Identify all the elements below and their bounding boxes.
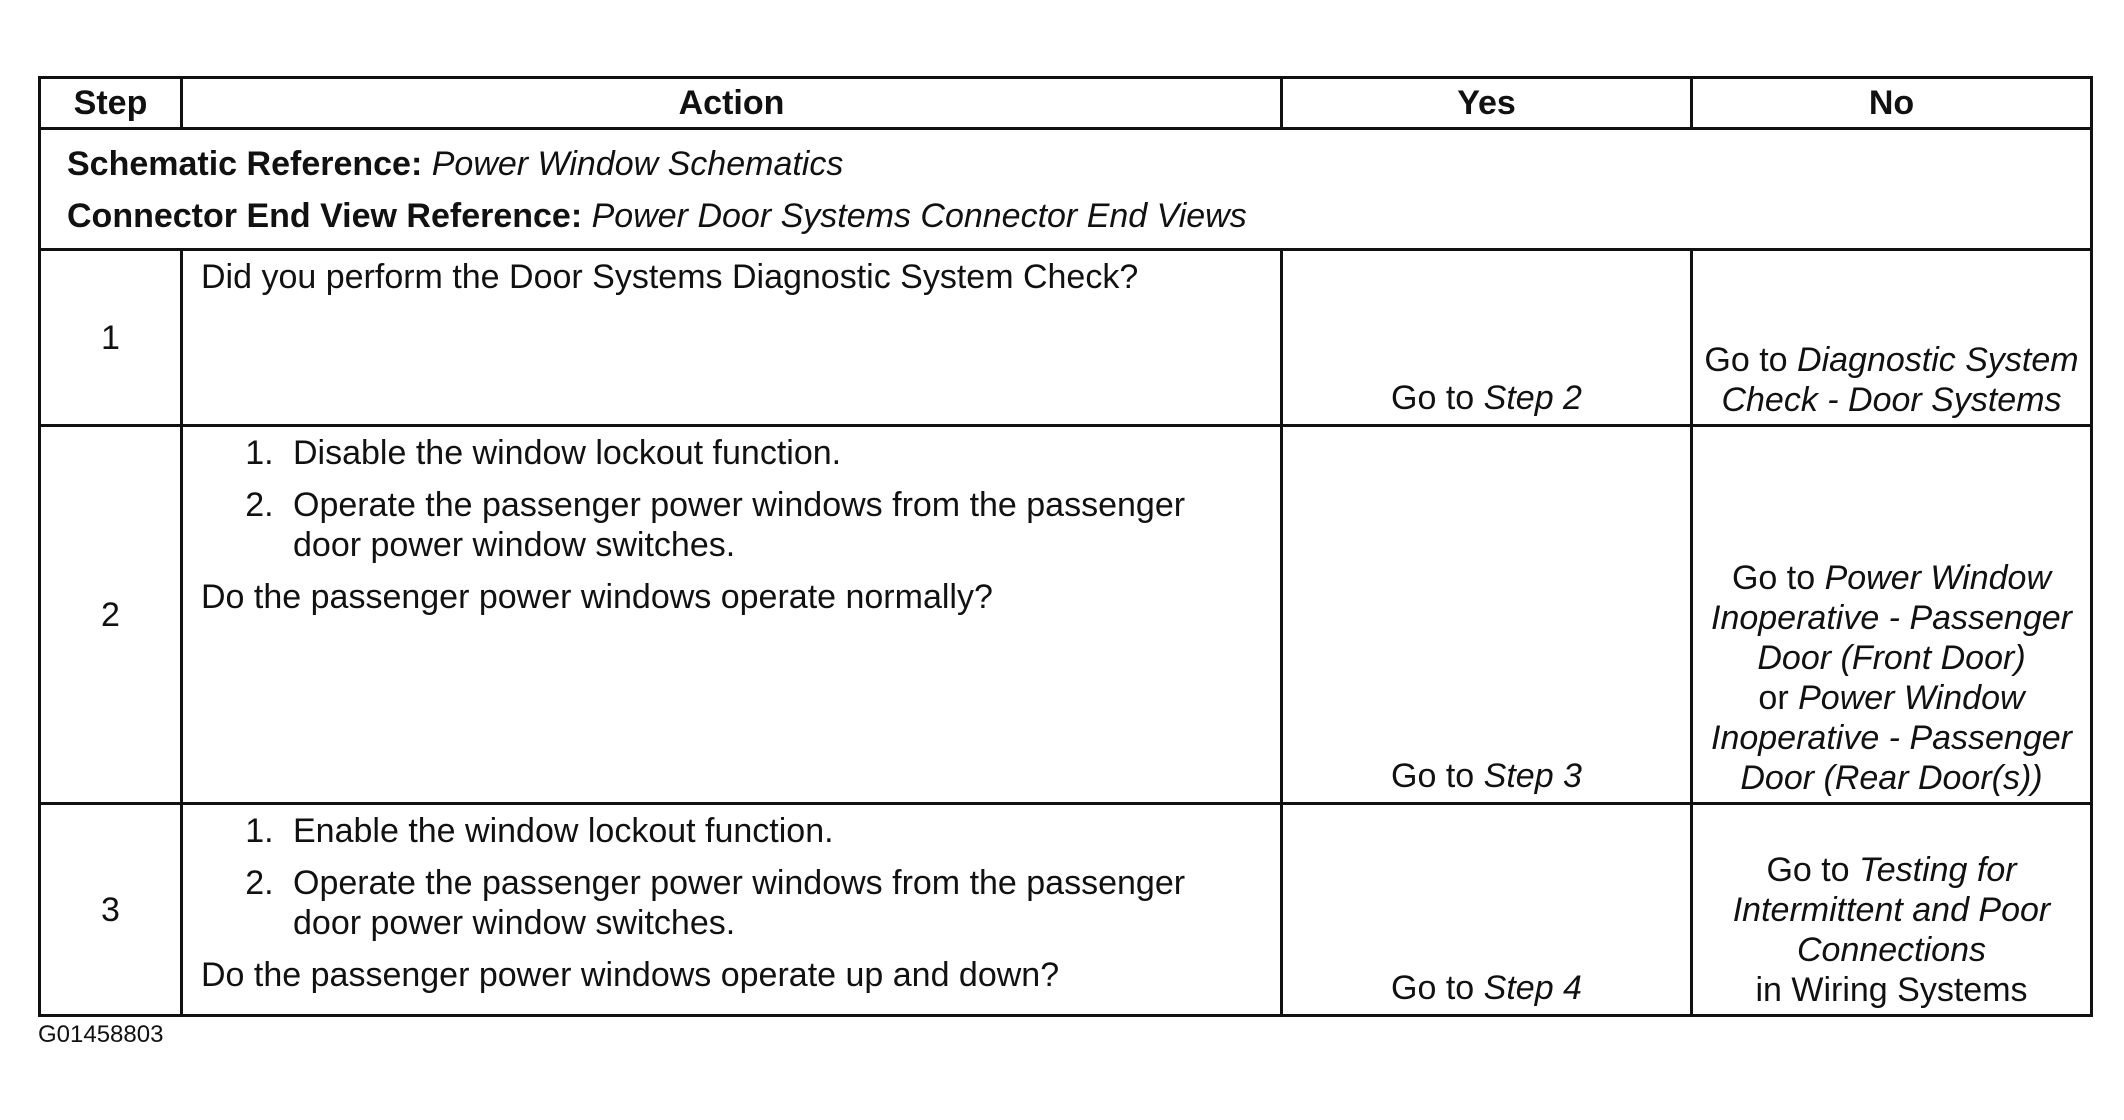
schematic-reference-link[interactable]: Power Window Schematics [431, 145, 844, 183]
no-prefix: Go to [1766, 851, 1850, 889]
connector-reference [67, 190, 2090, 242]
no-cell [1692, 250, 2092, 426]
table-row [40, 250, 2092, 426]
action-cell [182, 250, 1282, 426]
header-action: Action [182, 78, 1282, 129]
action-question: Do the passenger power windows operate normally? [201, 578, 993, 616]
no-link[interactable]: Diagnostic System Check - Door Systems [1721, 341, 2079, 419]
header-no: No [1692, 78, 2092, 129]
yes-link[interactable]: Step 2 [1483, 379, 1582, 417]
no-link[interactable]: Testing for Intermittent and Poor Connections [1732, 851, 2051, 969]
no-cell [1692, 426, 2092, 804]
step-number: 3 [40, 804, 182, 1016]
table-row [40, 426, 2092, 804]
yes-prefix: Go to [1391, 969, 1475, 1007]
connector-reference-link[interactable]: Power Door Systems Connector End Views [591, 197, 1247, 235]
action-steps [201, 433, 1240, 565]
reference-cell [40, 129, 2092, 250]
action-cell [182, 426, 1282, 804]
yes-cell [1282, 804, 1692, 1016]
no-link[interactable]: Power Window Inoperative - Passenger Door (Front Door) [1711, 559, 2072, 677]
table-row [40, 804, 2092, 1016]
no-or: or [1758, 679, 1789, 717]
no-prefix: Go to [1704, 341, 1788, 379]
action-step: 1. Enable the window lockout function. [283, 811, 1240, 851]
figure-id: G01458803 [38, 1021, 164, 1048]
diagnostic-table [38, 76, 2093, 1017]
no-prefix: Go to [1731, 559, 1816, 597]
yes-cell [1282, 426, 1692, 804]
yes-link[interactable]: Step 4 [1483, 969, 1582, 1007]
action-cell [182, 804, 1282, 1016]
action-step: 2. Operate the passenger power windows from the passenger door power window switches. [283, 485, 1240, 565]
connector-reference-label: Connector End View Reference: [67, 197, 583, 235]
action-question: Do the passenger power windows operate up and down? [201, 956, 1060, 994]
no-suffix: in Wiring Systems [1755, 971, 2028, 1009]
yes-prefix: Go to [1391, 379, 1475, 417]
yes-link[interactable]: Step 3 [1483, 757, 1582, 795]
step-number: 2 [40, 426, 182, 804]
table-header-row [40, 78, 2092, 129]
yes-prefix: Go to [1391, 757, 1475, 795]
yes-cell [1282, 250, 1692, 426]
header-step: Step [40, 78, 182, 129]
no-cell [1692, 804, 2092, 1016]
no-link-secondary[interactable]: Power Window Inoperative - Passenger Door (Rear Door(s)) [1711, 679, 2072, 797]
schematic-reference [67, 138, 2090, 190]
header-yes: Yes [1282, 78, 1692, 129]
action-steps [201, 811, 1240, 943]
action-question: Did you perform the Door Systems Diagnostic System Check? [201, 258, 1139, 296]
action-step: 1. Disable the window lockout function. [283, 433, 1240, 473]
schematic-reference-label: Schematic Reference: [67, 145, 423, 183]
action-step: 2. Operate the passenger power windows from the passenger door power window switches. [283, 863, 1240, 943]
step-number: 1 [40, 250, 182, 426]
reference-row [40, 129, 2092, 250]
